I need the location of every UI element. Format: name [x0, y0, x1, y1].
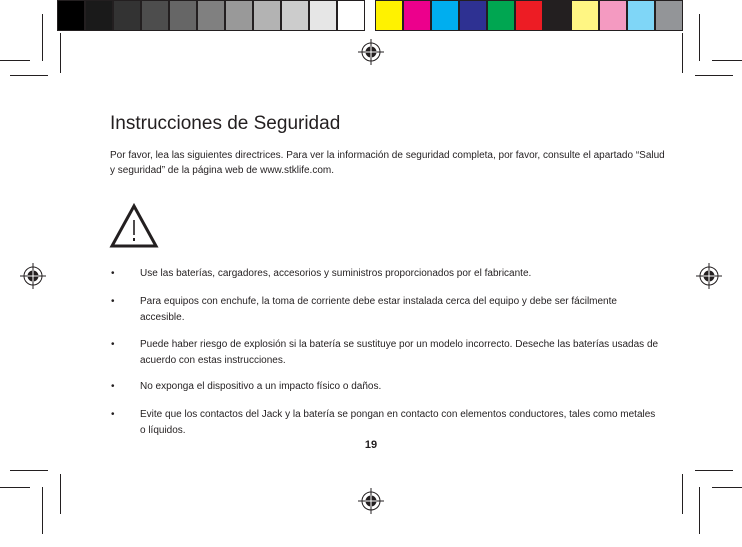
bullet-dot: • — [111, 381, 115, 392]
bullet-text: No exponga el dispositivo a un impacto físico o daños. — [140, 381, 382, 392]
page-title: Instrucciones de Seguridad — [110, 113, 341, 134]
color-swatch — [543, 0, 571, 31]
registration-target-icon — [696, 263, 722, 289]
registration-target-icon — [358, 39, 384, 65]
color-swatch — [599, 0, 627, 31]
crop-mark — [695, 75, 733, 76]
crop-mark — [10, 470, 48, 471]
color-swatch — [655, 0, 683, 31]
color-swatch — [431, 0, 459, 31]
gray-swatch — [337, 0, 365, 31]
gray-swatch — [169, 0, 197, 31]
crop-mark — [695, 470, 733, 471]
gray-swatch — [113, 0, 141, 31]
crop-mark — [712, 60, 742, 61]
bullet-text: Use las baterías, cargadores, accesorios y suministros proporcionados por el fabricante. — [140, 268, 532, 279]
gray-swatch — [281, 0, 309, 31]
crop-mark — [42, 487, 43, 534]
list-item — [110, 337, 670, 369]
bullet-dot: • — [111, 296, 115, 307]
color-swatch — [487, 0, 515, 31]
gray-swatch — [141, 0, 169, 31]
intro-paragraph: Por favor, lea las siguientes directrices. Para ver la información de seguridad completa, por favor, consulte el apartado “Salud y seguridad” de la página web de www.stklife.com. — [110, 150, 665, 176]
bullet-text: Evite que los contactos del Jack y la batería se pongan en contacto con elementos conductores, tales como metales o líquidos. — [140, 409, 656, 436]
color-swatch — [403, 0, 431, 31]
list-item — [110, 294, 670, 326]
bullet-dot: • — [111, 409, 115, 420]
color-swatch — [375, 0, 403, 31]
color-swatch — [571, 0, 599, 31]
color-swatch — [627, 0, 655, 31]
crop-mark — [60, 474, 61, 514]
registration-target-icon — [358, 488, 384, 514]
gray-swatch — [225, 0, 253, 31]
crop-mark — [42, 14, 43, 61]
registration-target-icon — [20, 263, 46, 289]
bullet-text: Puede haber riesgo de explosión si la batería se sustituye por un modelo incorrecto. Deseche las baterías usadas de acuerdo con estas instrucciones. — [140, 339, 659, 366]
bullet-dot: • — [111, 339, 115, 350]
color-calibration-bar — [57, 0, 683, 31]
crop-mark — [682, 33, 683, 73]
warning-triangle-icon — [109, 203, 159, 249]
gray-swatch — [197, 0, 225, 31]
list-item — [110, 379, 670, 395]
crop-mark — [699, 14, 700, 61]
list-item — [110, 407, 670, 439]
bullet-dot: • — [111, 268, 115, 279]
gray-swatch — [253, 0, 281, 31]
crop-mark — [10, 75, 48, 76]
gray-swatch — [57, 0, 85, 31]
crop-mark — [0, 487, 30, 488]
crop-mark — [682, 474, 683, 514]
crop-mark — [0, 60, 30, 61]
color-swatch — [459, 0, 487, 31]
crop-mark — [712, 487, 742, 488]
crop-mark — [699, 487, 700, 534]
crop-mark — [60, 33, 61, 73]
bullet-text: Para equipos con enchufe, la toma de corriente debe estar instalada cerca del equipo y debe ser fácilmente accesible. — [140, 296, 617, 323]
color-swatch — [515, 0, 543, 31]
page-number: 19 — [364, 439, 378, 451]
gray-swatch — [309, 0, 337, 31]
list-item — [110, 266, 670, 282]
gray-swatch — [85, 0, 113, 31]
